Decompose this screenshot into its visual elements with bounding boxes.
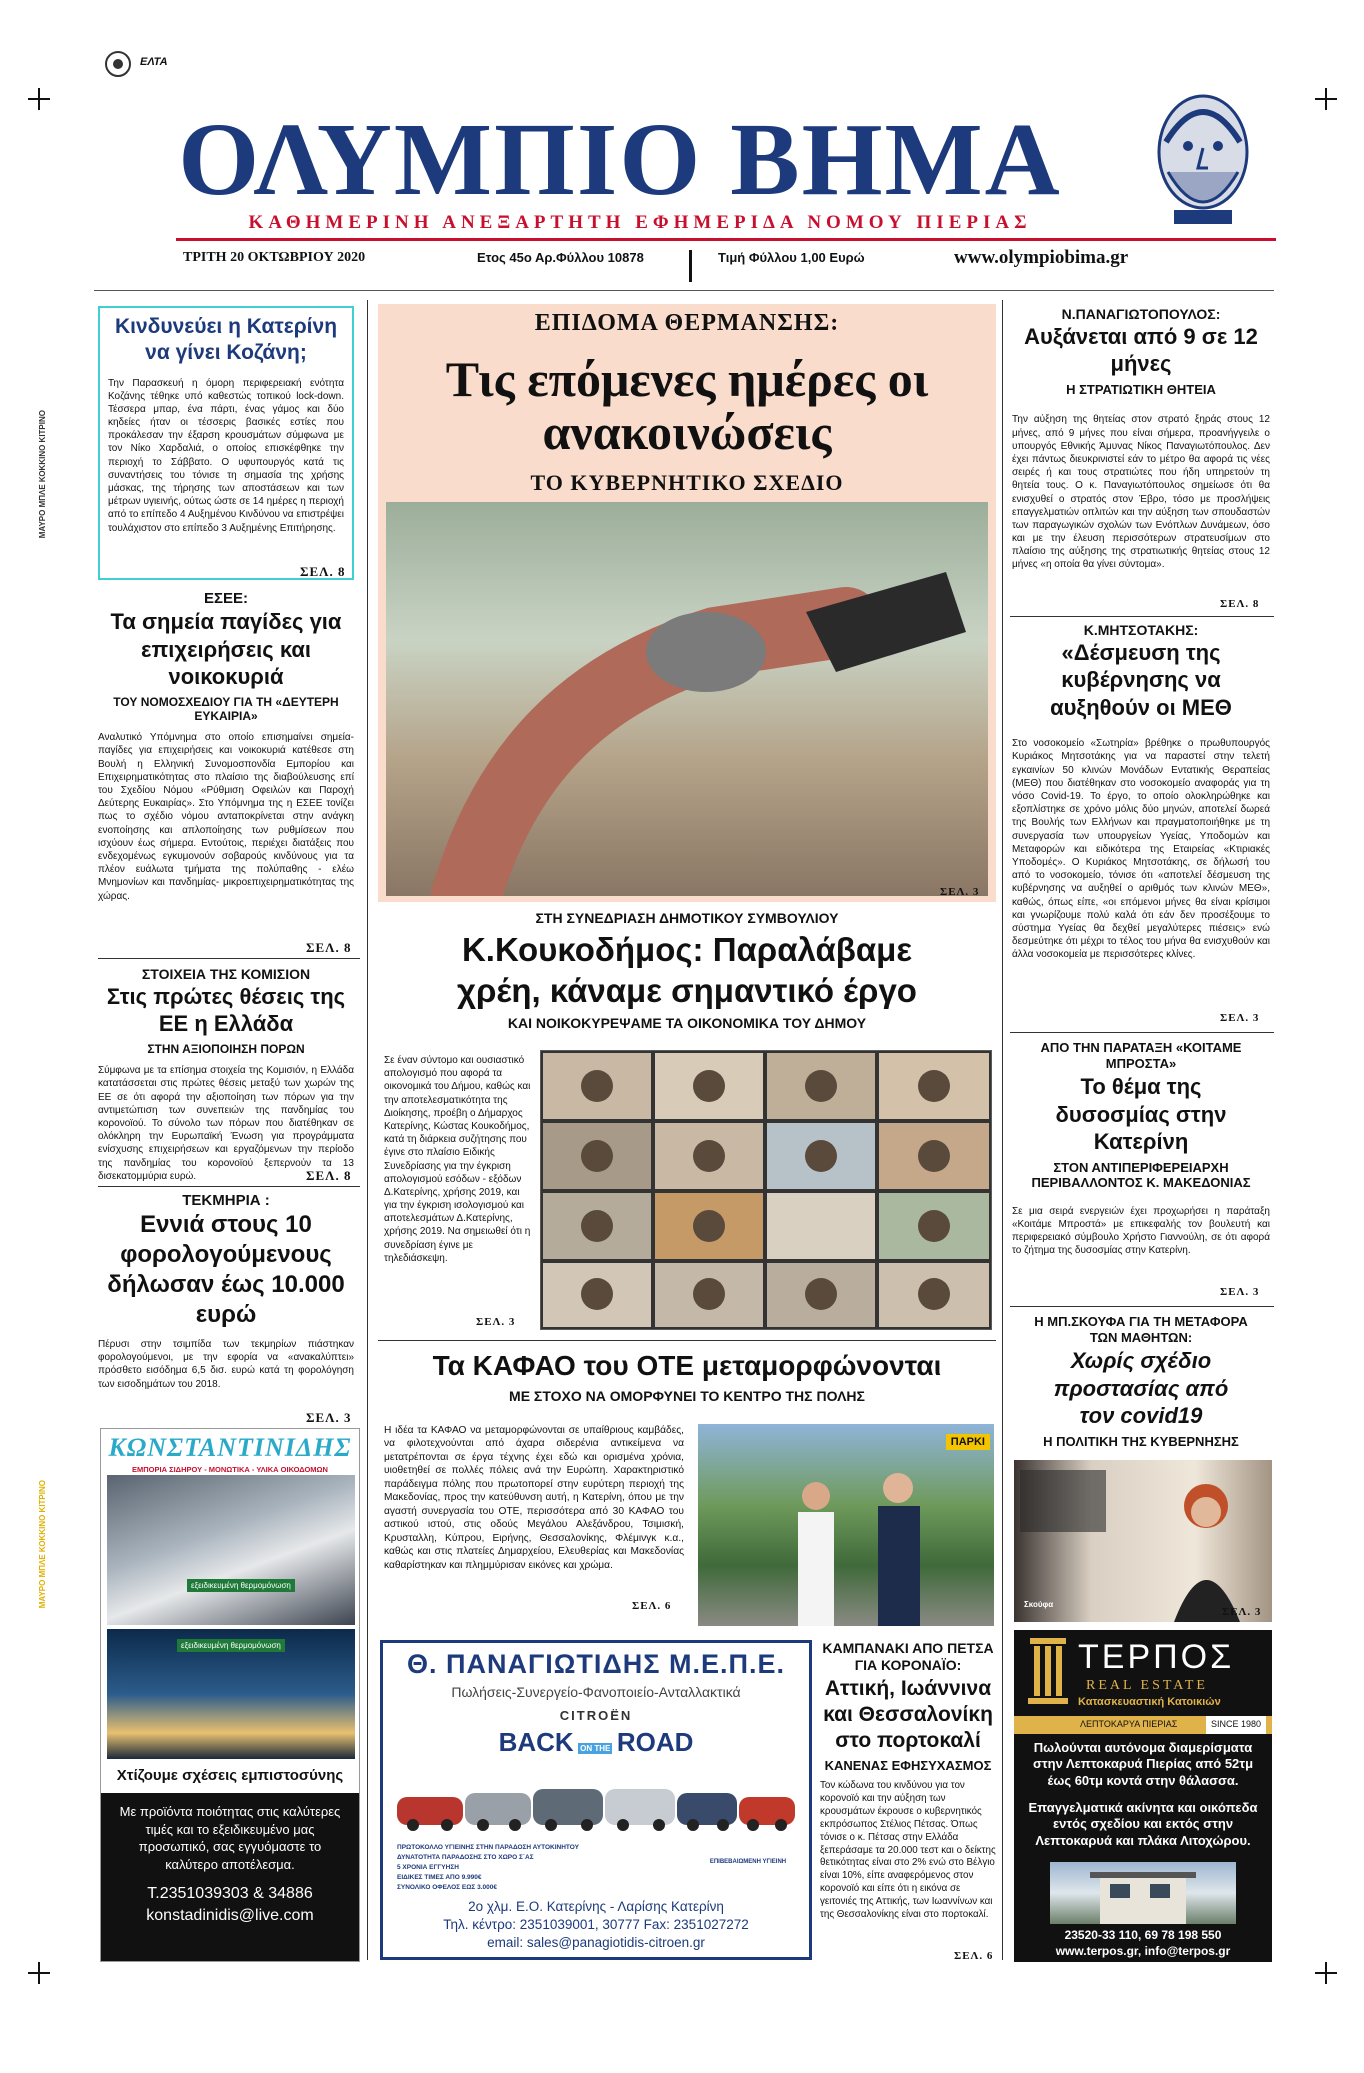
article-esee bbox=[98, 590, 354, 903]
article-body: Πέρυσι στην τσιμπίδα των τεκμηρίων πιάστηκαν φορολογούμενοι, με την εφορία να «ανακαλύπτει» πρόσθετο εισόδημα 6,5 δισ. ευρώ κατά τη φορολόγηση των εισοδημάτων του 2018. bbox=[98, 1339, 354, 1390]
divider bbox=[98, 958, 360, 959]
article-kicker: ΚΑΜΠΑΝΑΚΙ ΑΠΟ ΠΕΤΣΑ ΓΙΑ ΚΟΡΟΝΑΪΟ: bbox=[822, 1640, 994, 1673]
masthead-title: ΟΛΥΜΠΙΟ ΒΗΜΑ bbox=[178, 102, 1062, 217]
article-deck: ΚΑΝΕΝΑΣ ΕΦΗΣΥΧΑΣΜΟΣ bbox=[824, 1758, 992, 1774]
elta-seal-icon bbox=[104, 50, 134, 78]
article-deck: ΤΟ ΚΥΒΕΡΝΗΤΙΚΟ ΣΧΕΔΙΟ bbox=[530, 470, 844, 495]
ad-brand: ΤΕΡΠΟΣ bbox=[1078, 1638, 1235, 1676]
article-headline[interactable]: Το θέμα της δυσοσμίας στην Κατερίνη bbox=[1055, 1074, 1227, 1155]
ad-bullet: ΕΙΔΙΚΕΣ ΤΙΜΕΣ ΑΠΟ 9.990€ bbox=[397, 1874, 482, 1882]
article-photo-skoufa bbox=[1014, 1460, 1272, 1622]
house-icon bbox=[1050, 1862, 1236, 1924]
article-body: Σύμφωνα με τα επίσημα στοιχεία της Κομισιόν, η Ελλάδα κατατάσσεται στις πρώτες θέσεις μεταξύ των χωρών της ΕΕ σε ότι αφορά την αξιοποίηση των πόρων για την αντιμετώπιση των συνεπειών της πανδημίας του κορονοϊού. Το σύνολο των πόρων που διατέθηκαν σε ολόκληρη την Ευρωπαϊκή Ένωση για προγράμματα ενίσχυσης επιχειρήσεων και εργαζόμενων την περίοδο της πανδημίας του κορονοϊού ξεπερνούν τα 13 δισεκατομμύρια ευρώ. bbox=[98, 1065, 354, 1182]
article-body: Την Παρασκευή η όμορη περιφερειακή ενότητα Κοζάνης τέθηκε υπό καθεστώς τοπικού lock-down. Τέσσερα μπαρ, ένα πάρτι, ένας γάμος και δύο κηδείες ήταν οι τέσσερις βασικές εστίες που προκάλεσαν την έξαρση κρουσμάτων σύμφωνα με τον Νίκο Χαρδαλιά, ο οποίος επισκέφθηκε την περιοχή το Σάββατο. Ο υφυπουργός κατά τις συναντήσεις του τόνισε τη σημασία της χρήσης μάσκας, της τήρησης των αποστάσεων και των μέτρων υγιεινής, ούτως ώστε σε 14 ημέρες η περιοχή από το επίπεδο 4 Αυξημένου Κινδύνου να επιστρέψει τουλάχιστον στο επίπεδο 3 Αυξημένης Επιτήρησης. bbox=[108, 377, 344, 534]
page-ref[interactable]: ΣΕΛ. 6 bbox=[954, 1950, 994, 1962]
article-kicker: ΤΕΚΜΗΡΙΑ : bbox=[182, 1192, 270, 1209]
elta-label: ΕΛΤΑ bbox=[140, 56, 168, 68]
article-kicker: ΣΤΟΙΧΕΙΑ ΤΗΣ ΚΟΜΙΣΙΟΝ bbox=[141, 966, 311, 982]
divider bbox=[1010, 1306, 1274, 1307]
two-people-icon bbox=[698, 1424, 994, 1626]
masthead-subtitle: ΚΑΘΗΜΕΡΙΝΗ ΑΝΕΞΑΡΤΗΤΗ ΕΦΗΜΕΡΙΔΑ ΝΟΜΟΥ ΠΙΕΡΙΑΣ bbox=[248, 212, 1032, 233]
article-tekmiria bbox=[98, 1192, 354, 1391]
page-ref[interactable]: ΣΕΛ. 3 bbox=[940, 886, 980, 898]
article-headline[interactable]: Τις επόμενες ημέρες οι ανακοινώσεις bbox=[445, 351, 929, 460]
article-body: Σε μια σειρά ενεργειών έχει προχωρήσει η παράταξη «Κοιτάμε Μπροστά» με επικεφαλής τον βουλευτή και περιφερειακό σύμβουλο Χρήστο Γιαννούλη, σε ότι αφορά το ζήτημα της δυσοσμίας στην Κατερίνη. bbox=[1012, 1205, 1270, 1257]
article-koitame bbox=[1012, 1040, 1270, 1258]
ad-photo-label: εξειδικευμένη θερμομόνωση bbox=[177, 1639, 285, 1652]
article-kicker: Ν.ΠΑΝΑΓΙΩΤΟΠΟΥΛΟΣ: bbox=[1061, 306, 1221, 322]
videoconference-grid-icon bbox=[540, 1050, 992, 1330]
article-photo-kafao bbox=[698, 1424, 994, 1626]
ad-slogan bbox=[383, 1727, 809, 1758]
article-headline[interactable]: Κ.Κουκοδήμος: Παραλάβαμε χρέη, κάναμε σημαντικό έργο bbox=[457, 930, 917, 1010]
page-ref[interactable]: ΣΕΛ. 8 bbox=[1220, 598, 1260, 610]
ad-brand: ΚΩΝΣΤΑΝΤΙΝΙΔΗΣ bbox=[108, 1433, 352, 1462]
ad-cars-photo bbox=[393, 1767, 799, 1837]
article-body: Την αύξηση της θητείας στον στρατό ξηράς στους 12 μήνες, από 9 μήνες που είναι σήμερα, προανήγγειλε ο υπουργός Εθνικής Άμυνας Νίκος Παναγιωτόπουλος. Δεν έχει πάντως διευκρινιστεί εάν το μέτρο θα αφορά τις νέες σειρές ή και τους στρατιώτες που ήδη υπηρετούν τη θητεία τους. Ο κ. Παναγιωτόπουλος σημείωσε ότι θα ενισχυθεί ο στρατός στον Έβρο, τόσο με προσλήψεις επαγγελματιών οπλιτών και την αύξηση των σπουδαστών των παραγωγικών σχολών των Ενόπλων Δυνάμεων, όσο και με την έλευση περισσότερων στρατευσίμων στο πλαίσιο της αύξησης της στρατιωτικής θητείας στους 12 μήνες «η οποία θα γίνει σύντομα». bbox=[1012, 414, 1270, 571]
article-mitsotakis bbox=[1012, 622, 1270, 961]
ad-black-panel bbox=[101, 1793, 359, 1962]
ad-phone[interactable]: Τ.2351039303 & 34886 bbox=[147, 1885, 313, 1903]
article-headline[interactable]: Τα σημεία παγίδες για επιχειρήσεις και νοικοκυριά bbox=[110, 609, 342, 689]
ad-panagiotidis[interactable] bbox=[380, 1640, 812, 1960]
ad-services: Πωλήσεις-Συνεργείο-Φανοποιείο-Ανταλλακτικά bbox=[451, 1684, 741, 1700]
article-deck: ΤΟΥ ΝΟΜΟΣΧΕΔΙΟΥ ΓΙΑ ΤΗ «ΔΕΥΤΕΡΗ ΕΥΚΑΙΡΙΑ» bbox=[113, 694, 339, 723]
article-kicker: ΕΣΕΕ: bbox=[203, 590, 248, 607]
ad-location: ΛΕΠΤΟΚΑΡΥΑ ΠΙΕΡΙΑΣ bbox=[1080, 1719, 1178, 1729]
divider bbox=[98, 1186, 360, 1187]
article-komision bbox=[98, 966, 354, 1183]
ad-konstantinidis[interactable] bbox=[100, 1428, 360, 1962]
page-ref[interactable]: ΣΕΛ. 8 bbox=[306, 940, 352, 955]
registration-mark-top-right bbox=[1315, 88, 1337, 110]
article-kicker: ΣΤΗ ΣΥΝΕΔΡΙΑΣΗ ΔΗΜΟΤΙΚΟΥ ΣΥΜΒΟΥΛΙΟΥ bbox=[535, 910, 839, 926]
column-divider bbox=[367, 300, 368, 1960]
article-deck: Η ΣΤΡΑΤΙΩΤΙΚΗ ΘΗΤΕΙΑ bbox=[1066, 381, 1216, 397]
issue-date: ΤΡΙΤΗ 20 ΟΚΤΩΒΡΙΟΥ 2020 bbox=[183, 250, 366, 265]
column-divider bbox=[1002, 300, 1003, 1960]
masthead-red-rule bbox=[176, 238, 1276, 241]
ad-photo-building bbox=[107, 1475, 355, 1625]
issue-number: Ετος 45ο Αρ.Φύλλου 10878 bbox=[477, 250, 644, 265]
fuel-nozzle-icon bbox=[386, 502, 988, 896]
article-kampanaki bbox=[820, 1640, 996, 1922]
divider bbox=[378, 1340, 996, 1341]
article-body: Στο νοσοκομείο «Σωτηρία» βρέθηκε ο πρωθυπουργός Κυριάκος Μητσοτάκης για να παραστεί στην τελετή εγκαινίων 50 κλινών Μονάδων Εντατικής Θεραπείας (ΜΕΘ) που διατέθηκαν στο νοσοκομείο αναφοράς για τη νόσο Covid-19. Το έργο, το οποίο ολοκληρώθηκε και εξοπλίστηκε σε χρόνο μόλις δύο μηνών, αποτελεί δωρεά της Βουλής των Ελλήνων και πραγματοποιήθηκε με τη συνεργασία των υπουργείων Υγείας, Υποδομών και Μεταφορών και ειδικότερα της Εταιρείας «Κτιριακές Υποδομές». Ο Κυριάκος Μητσοτάκης, σε δήλωσή του από το νοσοκομείο, τόνισε ότι «αποτελεί δέσμευση της κυβέρνησης να αυξηθεί ο αριθμός των κλινών ΜΕΘ», καθώς, όπως είπε, «οι επόμενοι μήνες θα είναι κρίσιμοι και γνωρίζουμε πολύ καλά ότι εάν δεν προσέξουμε το σύστημα Υγείας θα δεχθεί μεγαλύτερες πιέσεις» ενώ δεσμεύτηκε ότι μέχρι το τέλος του μήνα θα ενισχυθούν και άλλα νοσοκομεία με περισσότερες κλίνες. bbox=[1012, 738, 1270, 961]
woman-portrait-icon bbox=[1014, 1460, 1272, 1622]
ad-photo-label: εξειδικευμένη θερμομόνωση bbox=[187, 1579, 295, 1592]
article-headline[interactable]: Εννιά στους 10 φορολογούμενους δήλωσαν έως 10.000 ευρώ bbox=[107, 1211, 345, 1328]
ad-text-2: Επαγγελματικά ακίνητα και οικόπεδα εντός σχεδίου και εκτός στην Λεπτοκαρυά και πλάκα Λιτοχώρου. bbox=[1028, 1800, 1258, 1848]
article-deck: ΣΤΗΝ ΑΞΙΟΠΟΙΗΣΗ ΠΟΡΩΝ bbox=[147, 1041, 305, 1056]
divider bbox=[1010, 1032, 1274, 1033]
ad-slogan-onthe: ON THE bbox=[580, 1744, 611, 1753]
ad-bullets bbox=[397, 1843, 579, 1893]
zeus-bust-logo bbox=[1128, 82, 1278, 232]
page-ref[interactable]: ΣΕΛ. 3 bbox=[1222, 1606, 1262, 1618]
article-panagiotopoulos bbox=[1012, 306, 1270, 572]
website-link[interactable]: www.olympiobima.gr bbox=[954, 247, 1129, 268]
photo-caption: Σκούφα bbox=[1024, 1600, 1054, 1609]
ad-bullet: 5 ΧΡΟΝΙΑ ΕΓΓΥΗΣΗ bbox=[397, 1864, 459, 1872]
header-rule bbox=[94, 290, 1274, 291]
ad-bullet: ΔΥΝΑΤΟΤΗΤΑ ΠΑΡΑΔΟΣΗΣ ΣΤΟ ΧΩΡΟ Σ΄ΑΣ bbox=[397, 1854, 534, 1862]
photo-sign: ΠΑΡΚΙ bbox=[946, 1434, 990, 1450]
page-ref[interactable]: ΣΕΛ. 3 bbox=[476, 1316, 516, 1328]
article-koukodimos bbox=[378, 910, 996, 1032]
article-headline[interactable]: Τα ΚΑΦΑΟ του ΟΤΕ μεταμορφώνονται bbox=[432, 1350, 942, 1381]
ad-tagline: ΕΜΠΟΡΙΑ ΣΙΔΗΡΟΥ - ΜΟΝΩΤΙΚΑ - ΥΛΙΚΑ ΟΙΚΟΔΟΜΩΝ bbox=[132, 1465, 328, 1474]
article-deck: ΚΑΙ ΝΟΙΚΟΚΥΡΕΨΑΜΕ ΤΑ ΟΙΚΟΝΟΜΙΚΑ ΤΟΥ ΔΗΜΟΥ bbox=[507, 1015, 867, 1032]
elta-logo bbox=[104, 50, 184, 78]
ad-since: SINCE 1980 bbox=[1206, 1716, 1266, 1734]
article-deck: Η ΠΟΛΙΤΙΚΗ ΤΗΣ ΚΥΒΕΡΝΗΣΗΣ bbox=[1043, 1433, 1239, 1449]
page-ref[interactable]: ΣΕΛ. 3 bbox=[1220, 1286, 1260, 1298]
page-ref[interactable]: ΣΕΛ. 6 bbox=[632, 1600, 672, 1612]
article-photo-fuel-nozzle bbox=[386, 502, 988, 896]
article-headline[interactable]: Αττική, Ιωάννινα και Θεσσαλονίκη στο πορτοκαλί bbox=[823, 1676, 993, 1753]
ad-text-1: Πωλούνται αυτόνομα διαμερίσματα στην Λεπτοκαρυά Πιερίας από 52τμ έως 60τμ κοντά στην θάλασσα. bbox=[1032, 1740, 1254, 1788]
ad-text: Με προϊόντα ποιότητας στις καλύτερες τιμές και το εξειδικευμένο μας προσωπικό, σας εγγυόμαστε το καλύτερο αποτέλεσμα. bbox=[119, 1804, 341, 1872]
article-headline[interactable]: Αυξάνεται από 9 σε 12 μήνες bbox=[1024, 323, 1258, 377]
article-headline[interactable]: Στις πρώτες θέσεις της ΕΕ η Ελλάδα bbox=[106, 983, 346, 1037]
cars-lineup-icon bbox=[393, 1767, 799, 1837]
side-color-label-bottom: ΜΑΥΡΟ ΜΠΛΕ ΚΟΚΚΙΝΟ ΚΙΤΡΙΝΟ bbox=[38, 1480, 47, 1609]
ad-tagline: Κατασκευαστική Κατοικιών bbox=[1078, 1696, 1221, 1708]
issue-price: Τιμή Φύλλου 1,00 Ευρώ bbox=[718, 250, 865, 265]
article-deck: ΣΤΟΝ ΑΝΤΙΠΕΡΙΦΕΡΕΙΑΡΧΗ ΠΕΡΙΒΑΛΛΟΝΤΟΣ Κ. ΜΑΚΕΔΟΝΙΑΣ bbox=[1031, 1159, 1251, 1191]
article-kicker: Κ.ΜΗΤΣΟΤΑΚΗΣ: bbox=[1083, 622, 1199, 638]
ad-title: Θ. ΠΑΝΑΓΙΩΤΙΔΗΣ Μ.Ε.Π.Ε. bbox=[407, 1649, 785, 1679]
article-kicker: Η ΜΠ.ΣΚΟΥΦΑ ΓΙΑ ΤΗ ΜΕΤΑΦΟΡΑ ΤΩΝ ΜΑΘΗΤΩΝ: bbox=[1034, 1314, 1248, 1345]
ad-phones[interactable]: Τηλ. κέντρο: 2351039001, 30777 Fax: 2351027272 bbox=[443, 1917, 749, 1932]
article-deck: ΜΕ ΣΤΟΧΟ ΝΑ ΟΜΟΡΦΥΝΕΙ ΤΟ ΚΕΝΤΡΟ ΤΗΣ ΠΟΛΗΣ bbox=[509, 1388, 865, 1404]
ad-badge: ΕΠΙΒΕΒΑΙΩΜΕΝΗ ΥΓΙΕΙΝΗ bbox=[709, 1859, 787, 1865]
article-body: Αναλυτικό Υπόμνημα στο οποίο επισημαίνει σημεία-παγίδες για επιχειρήσεις και νοικοκυριά κατέθεσε στη Βουλή η Ελληνική Συνομοσπονδία Εμπορίου και Επιχειρηματικότητας στο πλαίσιο της διαβούλευσης επί του Σχεδίου Νόμου «Ρύθμιση Οφειλών και Παροχή Δεύτερης Ευκαιρίας». Στο Υπόμνημα της η ΕΣΕΕ τονίζει πως το σχέδιο νόμου ανταποκρίνεται στην ανάγκη ενοποίησης και απλοποίησης των ρυθμίσεων που ισχύουν έως σήμερα. Εντούτοις, περιέχει διατάξεις που ενδεχομένως εγκυμονούν σοβαρούς κινδύνους για τα πλέον ευάλωτα τμήματα της πολύπαθης - ελέω Μνημονίων και πανδημίας- μικροεπιχειρηματικότητας της χώρας. bbox=[98, 732, 354, 902]
ad-slogan-back: BACK bbox=[498, 1727, 574, 1757]
page-ref[interactable]: ΣΕΛ. 8 bbox=[306, 1168, 352, 1183]
article-headline[interactable]: «Δέσμευση της κυβέρνησης να αυξηθούν οι ΜΕΘ bbox=[1050, 639, 1232, 720]
ad-brand: CITROËN bbox=[559, 1708, 633, 1723]
ad-email[interactable]: email: sales@panagiotidis-citroen.gr bbox=[487, 1935, 705, 1950]
article-body: Τον κώδωνα του κινδύνου για τον κορονοϊό και την αύξηση των κρουσμάτων έκρουσε ο κυβερνητικός εκπρόσωπος Στέλιος Πέτσας. Όπως τόνισε ο κ. Πέτσας στην Ελλάδα ξεπεράσαμε τα 20.000 τεστ και ο δείκτης θετικότητας είναι στο 2% ενώ στο Βέλγιο είναι 10%, είπε αναφερόμενος στον κορονοϊό και είπε ότι η εικόνα σε γειτονιές της Αττικής, των Ιωαννίνων και της Θεσσαλονίκης είναι στο πορτοκαλί. bbox=[820, 1779, 996, 1921]
ad-bullet: ΠΡΩΤΟΚΟΛΛΟ ΥΓΙΕΙΝΗΣ ΣΤΗΝ ΠΑΡΑΔΟΣΗ ΑΥΤΟΚΙΝΗΤΟΥ bbox=[397, 1844, 579, 1851]
divider bbox=[1010, 616, 1274, 617]
ad-sub: REAL ESTATE bbox=[1086, 1678, 1208, 1693]
page-ref[interactable]: ΣΕΛ. 3 bbox=[306, 1410, 352, 1425]
ad-terpos[interactable] bbox=[1014, 1630, 1272, 1962]
ad-bullet: ΣΥΝΟΛΙΚΟ ΟΦΕΛΟΣ ΕΩΣ 3.000€ bbox=[397, 1884, 497, 1892]
ad-slogan-road: ROAD bbox=[616, 1727, 694, 1757]
registration-mark-bottom-left bbox=[28, 1962, 50, 1984]
page-ref[interactable]: ΣΕΛ. 8 bbox=[300, 564, 346, 579]
article-kafao bbox=[378, 1350, 996, 1405]
registration-mark-bottom-right bbox=[1315, 1962, 1337, 1984]
ad-email[interactable]: konstadinidis@live.com bbox=[146, 1907, 314, 1925]
ad-photo-house bbox=[1050, 1862, 1236, 1924]
terpos-column-logo-icon bbox=[1026, 1638, 1070, 1704]
article-headline[interactable]: Κινδυνεύει η Κατερίνη να γίνει Κοζάνη; bbox=[114, 315, 338, 365]
registration-mark-top-left bbox=[28, 88, 50, 110]
article-body: Η ιδέα τα ΚΑΦΑΟ να μεταμορφώνονται σε υπαίθριους καμβάδες, να φιλοτεχνούνται από άχαρα σιδερένια αντικείμενα να μετατρέπονται σε έργα τέχνης έχει εδώ και ορισμένα χρόνια, υιοθετηθεί σε πολλές πόλεις ανά την Ευρώπη. Χαρακτηριστικό παράδειγμα πόλης που πρωτοπορεί στην ευρύτερη περιοχή της Μακεδονίας, προς την κατεύθυνση αυτή, η Κατερίνη, όπου με την αγαστή συνεργασία του ΟΤΕ, περισσότερα από 30 ΚΑΦΑΟ του αστικού ιστού, στις οδούς Μεγάλου Αλεξάνδρου, Τσιμισκή, Κρυσταλλη, Κύπρου, Ειρήνης, Θεσσαλονίκης, Φλέμινγκ κ.α., καθώς και στις πλατείες Δημαρχείου, Ελευθερίας και Μακεδονίας καθαρίστηκαν και πλημμύρισαν εικόνες και χρώμα. bbox=[384, 1425, 684, 1571]
ad-photo-night bbox=[107, 1629, 355, 1759]
article-headline[interactable]: Χωρίς σχέδιο προστασίας από τον covid19 bbox=[1053, 1348, 1229, 1429]
ad-web[interactable]: www.terpos.gr, info@terpos.gr bbox=[1055, 1944, 1231, 1958]
infobar-divider bbox=[689, 250, 692, 282]
article-skoufa bbox=[1012, 1314, 1270, 1449]
article-body: Σε έναν σύντομο και ουσιαστικό απολογισμό που αφορά τα οικονομικά του Δήμου, καθώς και την αποτελεσματικότητα της Διοίκησης, προέβη ο Δήμαρχος Κατερίνης, Κώστας Κουκοδήμος, κατά τη διάρκεια συζήτησης που έγινε στο πλαίσιο Ειδικής Συνεδρίασης για την έγκριση απολογισμού εσόδων - εξόδων Δ.Κατερίνης, χρήσης 2019, και για την έγκριση ισολογισμού και αποτελεσμάτων Δ.Κατερίνης, χρήσης 2019. Να σημειωθεί ότι η συνεδρίαση έγινε με τηλεδιάσκεψη. bbox=[384, 1055, 531, 1264]
article-kozani bbox=[98, 306, 354, 580]
page-ref[interactable]: ΣΕΛ. 3 bbox=[1220, 1012, 1260, 1024]
ad-address: 2ο χλμ. Ε.Ο. Κατερίνης - Λαρίσης Κατερίνη bbox=[468, 1899, 724, 1914]
article-kicker: ΕΠΙΔΟΜΑ ΘΕΡΜΑΝΣΗΣ: bbox=[534, 310, 840, 336]
ad-phones[interactable]: 23520-33 110, 69 78 198 550 bbox=[1064, 1928, 1222, 1942]
article-heating bbox=[378, 304, 996, 902]
article-photo-videoconference bbox=[540, 1050, 992, 1330]
article-kicker: ΑΠΟ ΤΗΝ ΠΑΡΑΤΑΞΗ «ΚΟΙΤΑΜΕ ΜΠΡΟΣΤΑ» bbox=[1040, 1040, 1242, 1071]
ad-slogan: Χτίζουμε σχέσεις εμπιστοσύνης bbox=[116, 1767, 344, 1784]
side-color-label-top: ΜΑΥΡΟ ΜΠΛΕ ΚΟΚΚΙΝΟ ΚΙΤΡΙΝΟ bbox=[38, 410, 47, 539]
